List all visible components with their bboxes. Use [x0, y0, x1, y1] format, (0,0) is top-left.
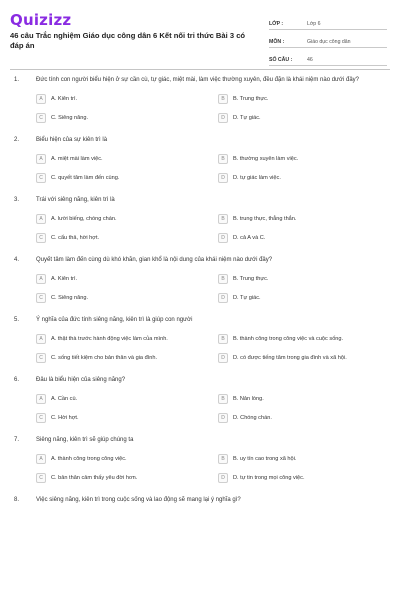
- answer-option[interactable]: [218, 273, 388, 285]
- page-title: 46 câu Trắc nghiệm Giáo dục công dân 6 Kết nối tri thức Bài 3 có đáp án: [10, 31, 246, 50]
- option-text: A. lười biếng, chóng chán.: [51, 216, 117, 222]
- answer-options: [0, 385, 400, 424]
- option-text: D. có được tiếng tăm trong gia đình và xã hội.: [233, 355, 347, 361]
- answer-option[interactable]: [36, 93, 206, 105]
- answer-option[interactable]: [218, 172, 388, 184]
- answer-option[interactable]: [36, 352, 206, 364]
- meta-key: SỐ CÂU :: [269, 57, 293, 63]
- option-text: A. thành công trong công việc.: [51, 456, 127, 462]
- option-letter-badge: D: [218, 353, 228, 363]
- question-number: 7.: [14, 437, 20, 443]
- option-letter-badge: A: [36, 334, 46, 344]
- option-letter-badge: A: [36, 94, 46, 104]
- question-item: [0, 376, 400, 424]
- meta-key: MÔN :: [269, 39, 285, 45]
- question-number: 8.: [14, 497, 20, 503]
- option-text: D. tự tin trong mọi công việc.: [233, 475, 305, 481]
- option-letter-badge: C: [36, 293, 46, 303]
- option-text: D. cả A và C.: [233, 235, 266, 241]
- question-row: [0, 436, 400, 445]
- answer-option[interactable]: [218, 112, 388, 124]
- meta-row-grade: [269, 14, 387, 30]
- option-letter-badge: B: [218, 154, 228, 164]
- option-letter-badge: A: [36, 274, 46, 284]
- question-row: [0, 196, 400, 205]
- option-letter-badge: C: [36, 173, 46, 183]
- option-letter-badge: D: [218, 233, 228, 243]
- answer-option[interactable]: [218, 153, 388, 165]
- option-letter-badge: A: [36, 154, 46, 164]
- answer-option[interactable]: [36, 112, 206, 124]
- option-letter-badge: B: [218, 334, 228, 344]
- answer-option[interactable]: [218, 93, 388, 105]
- option-text: B. uy tín cao trong xã hội.: [233, 456, 297, 462]
- option-letter-badge: B: [218, 394, 228, 404]
- answer-options: [0, 145, 400, 184]
- option-text: B. thành công trong công việc và cuộc sống.: [233, 336, 344, 342]
- option-letter-badge: D: [218, 473, 228, 483]
- answer-option[interactable]: [36, 393, 206, 405]
- answer-options: [0, 85, 400, 124]
- question-item: [0, 136, 400, 184]
- meta-row-count: [269, 50, 387, 66]
- option-text: D. Tự giác.: [233, 295, 261, 301]
- meta-key: LỚP :: [269, 21, 284, 27]
- option-text: D. tự giác làm việc.: [233, 175, 281, 181]
- option-text: A. miệt mài làm việc.: [51, 156, 103, 162]
- option-letter-badge: C: [36, 473, 46, 483]
- option-text: A. Kiên trì.: [51, 276, 78, 282]
- answer-option[interactable]: [218, 292, 388, 304]
- worksheet-header: [0, 0, 400, 72]
- option-text: B. Trung thực.: [233, 276, 269, 282]
- option-text: B. thường xuyên làm việc.: [233, 156, 299, 162]
- answer-option[interactable]: [218, 412, 388, 424]
- option-text: B. Trung thực.: [233, 96, 269, 102]
- question-number: 4.: [14, 257, 20, 263]
- quizizz-logo[interactable]: Quizizz: [10, 11, 72, 29]
- question-list: [0, 76, 400, 517]
- option-text: D. Tự giác.: [233, 115, 261, 121]
- question-row: [0, 76, 400, 85]
- question-text: Việc siêng năng, kiên trì trong cuộc sống và lao động sẽ mang lại ý nghĩa gì?: [36, 497, 241, 503]
- option-letter-badge: C: [36, 413, 46, 423]
- question-text: Đâu là biểu hiện của siêng năng?: [36, 377, 126, 383]
- question-text: Quyết tâm làm đến cùng dù khó khăn, gian khổ là nội dung của khái niệm nào dưới đây?: [36, 257, 273, 263]
- option-letter-badge: D: [218, 293, 228, 303]
- answer-option[interactable]: [36, 232, 206, 244]
- question-item: [0, 436, 400, 484]
- answer-option[interactable]: [36, 292, 206, 304]
- answer-options: [0, 325, 400, 364]
- answer-option[interactable]: [36, 213, 206, 225]
- answer-option[interactable]: [218, 213, 388, 225]
- option-text: B. trung thực, thẳng thắn.: [233, 216, 297, 222]
- question-text: Siêng năng, kiên trì sẽ giúp chúng ta: [36, 437, 134, 443]
- answer-options: [0, 445, 400, 484]
- answer-options: [0, 205, 400, 244]
- answer-option[interactable]: [36, 172, 206, 184]
- answer-option[interactable]: [218, 333, 388, 345]
- option-letter-badge: D: [218, 113, 228, 123]
- header-divider: [10, 69, 390, 70]
- option-letter-badge: A: [36, 394, 46, 404]
- option-letter-badge: C: [36, 233, 46, 243]
- question-item: [0, 196, 400, 244]
- question-item: [0, 256, 400, 304]
- question-text: Biểu hiện của sự kiên trì là: [36, 137, 108, 143]
- question-item: [0, 496, 400, 505]
- meta-value: Lớp 6: [307, 21, 321, 27]
- question-text: Ý nghĩa của đức tính siêng năng, kiên trì là giúp con người: [36, 317, 193, 323]
- option-text: C. quyết tâm làm đến cùng.: [51, 175, 120, 181]
- option-letter-badge: C: [36, 113, 46, 123]
- option-text: C. bản thân cảm thấy yêu đời hơn.: [51, 475, 138, 481]
- question-item: [0, 76, 400, 124]
- question-row: [0, 136, 400, 145]
- answer-option[interactable]: [36, 333, 206, 345]
- answer-option[interactable]: [218, 472, 388, 484]
- question-number: 3.: [14, 197, 20, 203]
- option-text: C. cẩu thả, hời hợt.: [51, 235, 100, 241]
- meta-info-panel: [269, 14, 387, 68]
- option-letter-badge: D: [218, 413, 228, 423]
- question-number: 1.: [14, 77, 20, 83]
- question-number: 2.: [14, 137, 20, 143]
- question-row: [0, 256, 400, 265]
- answer-option[interactable]: [36, 453, 206, 465]
- question-number: 5.: [14, 317, 20, 323]
- option-text: C. Siêng năng.: [51, 115, 89, 121]
- option-text: A. thật thà trước hành động việc làm của mình.: [51, 336, 168, 342]
- option-letter-badge: B: [218, 94, 228, 104]
- option-letter-badge: D: [218, 173, 228, 183]
- option-text: D. Chóng chán.: [233, 415, 272, 421]
- option-text: B. Nản lòng.: [233, 396, 264, 402]
- question-row: [0, 496, 400, 505]
- question-text: Đức tính con người biểu hiện ở sự cần cù, tự giác, miệt mài, làm việc thường xuyên, đều đặn là khái niệm nào dưới đây?: [36, 77, 359, 83]
- option-letter-badge: A: [36, 214, 46, 224]
- answer-option[interactable]: [36, 412, 206, 424]
- option-letter-badge: B: [218, 214, 228, 224]
- meta-row-subject: [269, 32, 387, 48]
- answer-option[interactable]: [36, 273, 206, 285]
- answer-option[interactable]: [218, 352, 388, 364]
- answer-option[interactable]: [36, 153, 206, 165]
- option-letter-badge: B: [218, 454, 228, 464]
- option-text: A. Kiên trì.: [51, 96, 78, 102]
- answer-option[interactable]: [218, 232, 388, 244]
- option-text: C. sống tiết kiệm cho bản thân và gia đình.: [51, 355, 158, 361]
- option-letter-badge: B: [218, 274, 228, 284]
- answer-option[interactable]: [218, 393, 388, 405]
- question-number: 6.: [14, 377, 20, 383]
- answer-options: [0, 265, 400, 304]
- answer-option[interactable]: [218, 453, 388, 465]
- answer-option[interactable]: [36, 472, 206, 484]
- option-letter-badge: C: [36, 353, 46, 363]
- option-text: C. Siêng năng.: [51, 295, 89, 301]
- question-item: [0, 316, 400, 364]
- meta-value: 46: [307, 57, 313, 63]
- option-text: A. Cần cù.: [51, 396, 78, 402]
- meta-value: Giáo dục công dân: [307, 39, 351, 45]
- question-text: Trái với siêng năng, kiên trì là: [36, 197, 115, 203]
- option-letter-badge: A: [36, 454, 46, 464]
- option-text: C. Hời hợt.: [51, 415, 79, 421]
- question-row: [0, 316, 400, 325]
- question-row: [0, 376, 400, 385]
